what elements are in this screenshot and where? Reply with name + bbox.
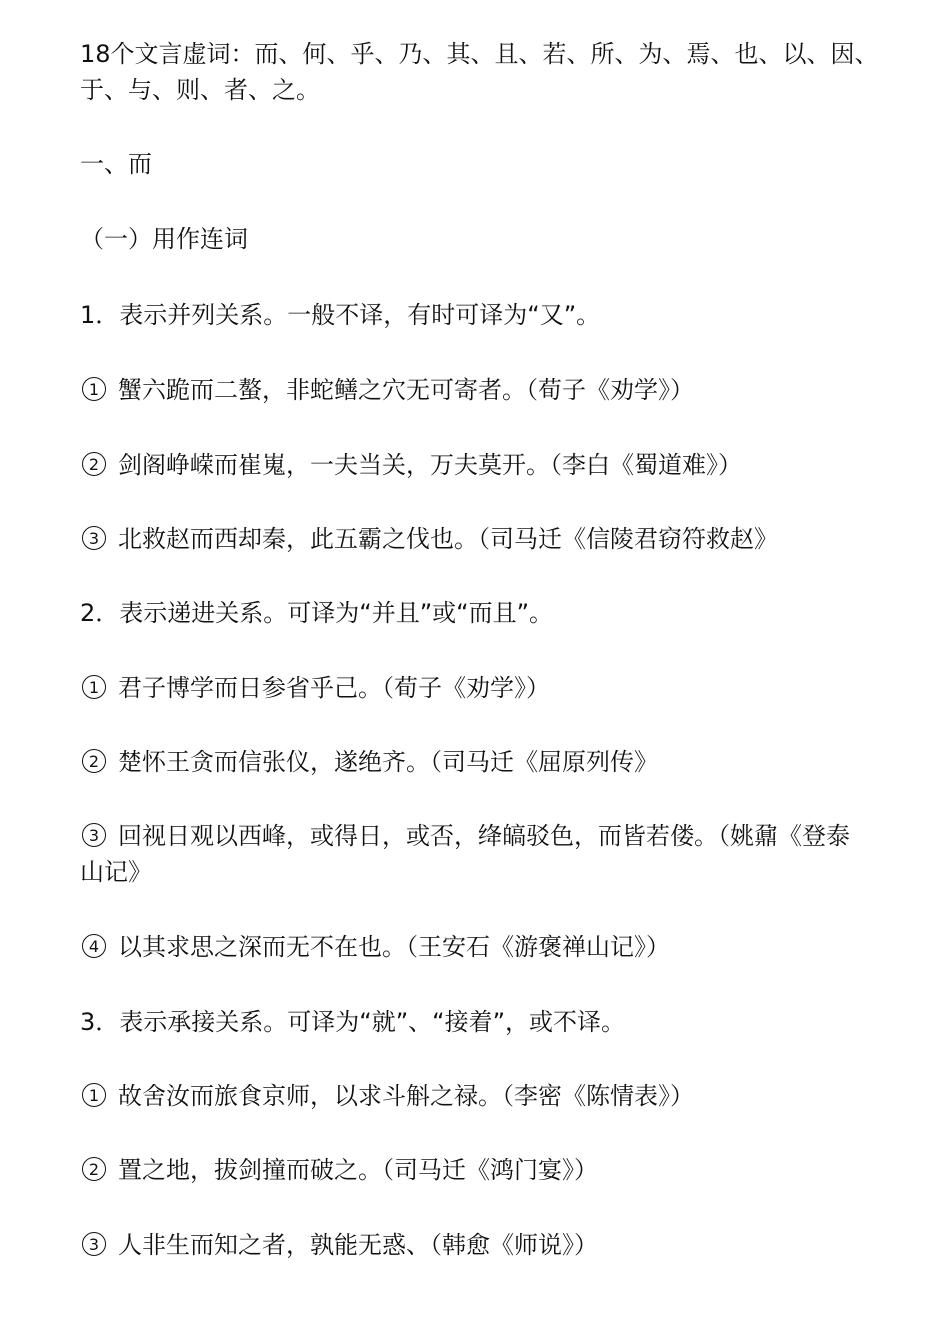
item-number-badge: 2 (82, 452, 106, 476)
item-text: 楚怀王贪而信张仪，遂绝齐。（司马迁《屈原列传》 (118, 748, 658, 776)
item-number-badge: 1 (82, 1083, 106, 1107)
intro-paragraph: 18个文言虚词：而、何、乎、乃、其、且、若、所、为、焉、也、以、因、于、与、则、者、之。 (80, 40, 879, 104)
item-number-badge: 3 (82, 823, 106, 847)
list-item (80, 521, 880, 557)
item-text: 以其求思之深而无不在也。（王安石《游褒禅山记》） (118, 933, 670, 961)
item-number-badge: 1 (82, 675, 106, 699)
group-heading: 2．表示递进关系。可译为“并且”或“而且”。 (80, 599, 554, 627)
item-number-badge: 1 (82, 377, 106, 401)
item-text: 回视日观以西峰，或得日，或否，绛皜驳色，而皆若偻。（姚鼐《登泰山记》 (80, 822, 850, 886)
list-item (80, 1227, 880, 1263)
item-number-badge: 4 (82, 934, 106, 958)
item-text: 北救赵而西却秦，此五霸之伐也。（司马迁《信陵君窃符救赵》 (118, 525, 778, 553)
list-item (80, 670, 880, 706)
item-text: 君子博学而日参省乎己。（荀子《劝学》） (118, 674, 550, 702)
section-heading: 一、而 (80, 150, 152, 178)
item-number-badge: 3 (82, 526, 106, 550)
item-text: 故舍汝而旅食京师，以求斗斛之禄。（李密《陈情表》） (118, 1082, 694, 1110)
item-text: 蟹六跪而二螯，非蛇鳝之穴无可寄者。（荀子《劝学》） (118, 376, 694, 404)
list-item (80, 447, 880, 483)
list-item (80, 1152, 880, 1188)
item-number-badge: 3 (82, 1232, 106, 1256)
item-number-badge: 2 (82, 1157, 106, 1181)
list-item (80, 744, 880, 780)
list-item (80, 372, 880, 408)
list-item (80, 818, 870, 890)
list-item (80, 1078, 880, 1114)
item-text: 人非生而知之者，孰能无惑、（韩愈《师说》） (118, 1231, 598, 1259)
group-heading: 1．表示并列关系。一般不译，有时可译为“又”。 (80, 301, 601, 329)
group-heading: 3．表示承接关系。可译为“就”、“接着”，或不译。 (80, 1008, 626, 1036)
item-text: 剑阁峥嵘而崔嵬，一夫当关，万夫莫开。（李白《蜀道难》） (118, 451, 742, 479)
item-number-badge: 2 (82, 749, 106, 773)
item-text: 置之地，拔剑撞而破之。（司马迁《鸿门宴》） (118, 1156, 598, 1184)
list-item (80, 929, 880, 965)
subsection-heading: （一）用作连词 (80, 225, 248, 253)
